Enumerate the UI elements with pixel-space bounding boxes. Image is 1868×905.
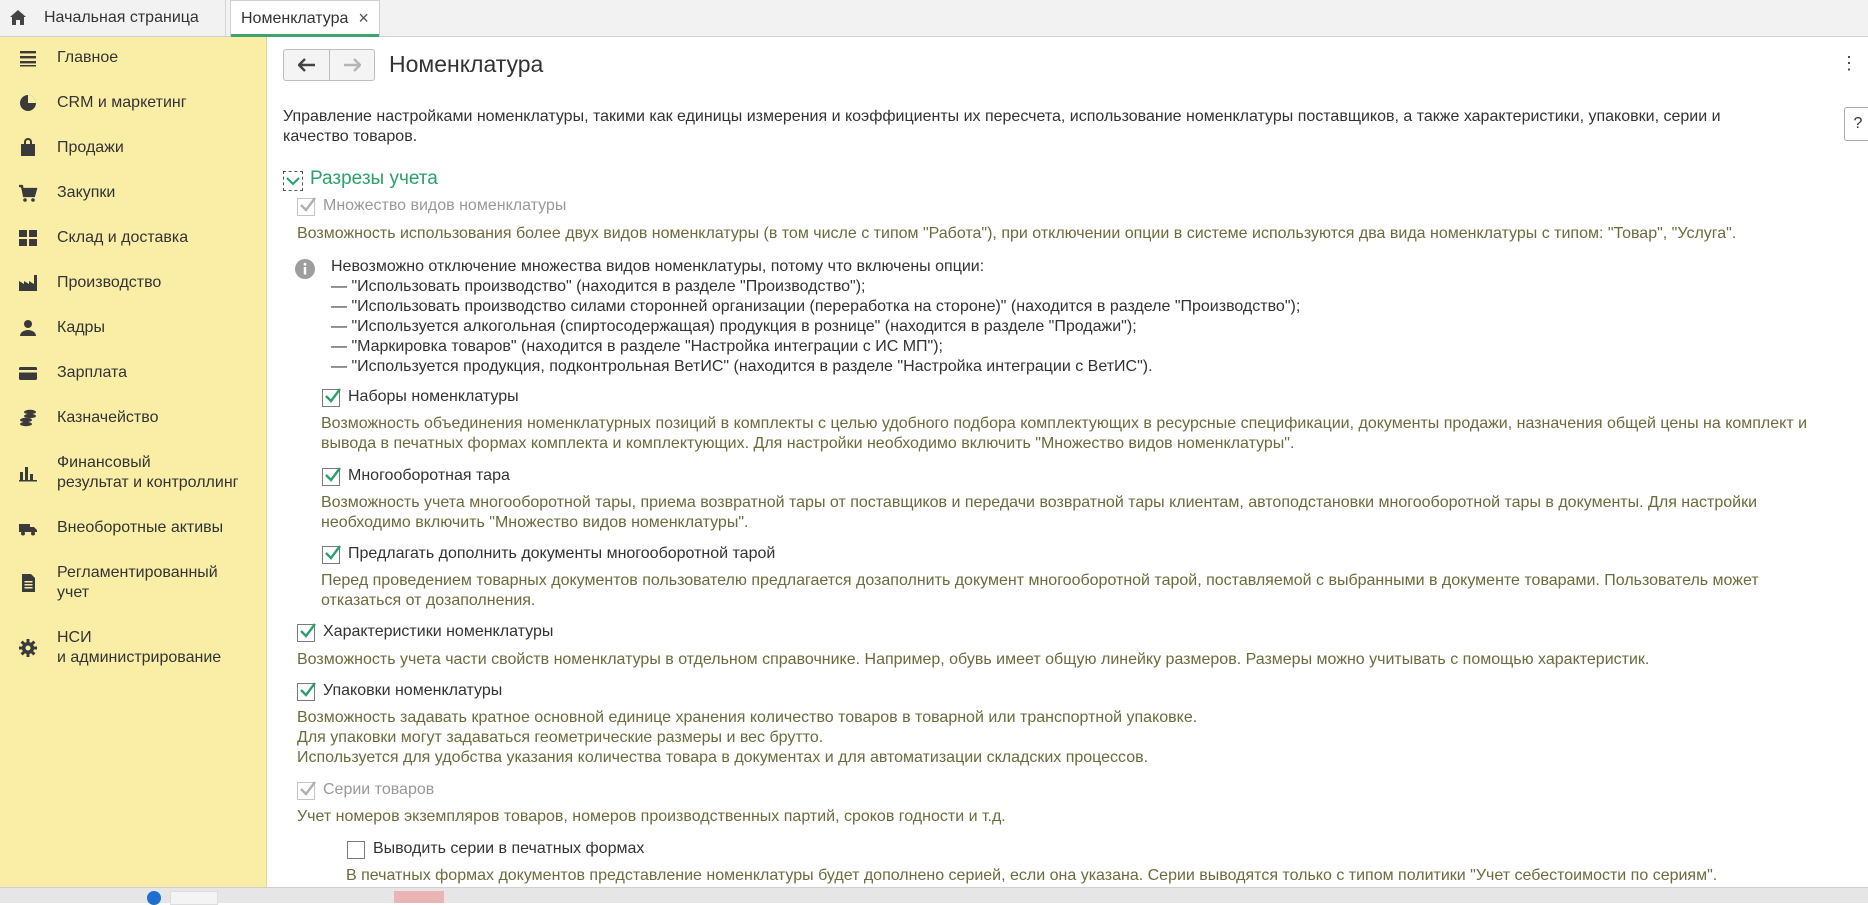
section-collapse-toggle[interactable] [283, 171, 303, 191]
check-icon [299, 681, 317, 699]
sidebar-item-treasury[interactable] [0, 408, 266, 438]
chevron-down-icon [284, 172, 302, 190]
more-actions-icon[interactable]: ⋮ [1840, 53, 1858, 73]
tab-nomenclature-label: Номенклатура [241, 9, 349, 27]
sidebar-item-label: Закупки [57, 184, 116, 201]
sidebar-item-warehouse[interactable] [0, 228, 266, 258]
packaging-label: Упаковки номенклатуры [323, 682, 503, 699]
history-nav [283, 49, 375, 81]
print-series-label: Выводить серии в печатных формах [373, 840, 645, 857]
arrow-left-icon [298, 58, 316, 72]
sidebar-item-label: Главное [57, 49, 119, 66]
shopping-bag-icon [18, 138, 38, 158]
tab-home[interactable] [0, 0, 226, 36]
suggest-returnable-desc: Перед проведением товарных документов пользователю предлагается дозаполнить документ многооборотной тарой, поставляемой с выбранными в документе товарами. Пользователь может отказаться от дозаполнения. [321, 572, 1759, 609]
sidebar-item-crm[interactable] [0, 93, 266, 123]
tab-home-label: Начальная страница [44, 9, 199, 26]
taskbar-item[interactable] [394, 891, 444, 903]
check-icon [299, 622, 317, 640]
sidebar-item-label: Регламентированный учет [57, 564, 218, 601]
truck-icon [18, 518, 38, 538]
bar-chart-icon [18, 463, 38, 483]
sidebar-item-regulated-accounting[interactable] [0, 563, 266, 613]
coins-icon [18, 408, 38, 428]
arrow-right-icon [343, 58, 361, 72]
print-series-desc: В печатных формах документов представление номенклатуры будет дополнено серией, если она указана. Серии выводятся только с типом политики "Учет себестоимости по сериям". [346, 867, 1718, 884]
sidebar-item-main[interactable] [0, 48, 266, 78]
packaging-checkbox[interactable] [297, 683, 315, 701]
print-series-checkbox[interactable] [347, 841, 365, 859]
forward-button[interactable] [329, 50, 374, 80]
close-icon[interactable]: × [358, 8, 369, 28]
sidebar-item-label: Кадры [57, 319, 105, 336]
sidebar-item-label: Казначейство [57, 409, 159, 426]
section-title[interactable]: Разрезы учета [310, 168, 438, 189]
back-button[interactable] [284, 50, 329, 80]
multi-kinds-desc: Возможность использования более двух видов номенклатуры (в том числе с типом "Работа"), при отключении опции в системе используются два вида номенклатуры с типом: "Товар", "Услуга". [297, 225, 1737, 242]
cart-icon [18, 183, 38, 203]
kits-desc: Возможность объединения номенклатурных позиций в комплекты с целью удобного подбора комплектующих в ресурсные спецификации, документы продажи, назначения общей цены на комплект и вывода в печатных формах комплекта и комплектующих. Для настройки необходимо включить "Множество видов номенклатуры". [321, 415, 1808, 452]
check-icon [324, 544, 342, 562]
warehouse-grid-icon [18, 228, 38, 248]
sidebar-item-label: CRM и маркетинг [57, 94, 187, 111]
sidebar-item-label: Склад и доставка [57, 229, 189, 246]
sidebar-item-sales[interactable] [0, 138, 266, 168]
sidebar-item-label: Производство [57, 274, 162, 291]
person-icon [18, 318, 38, 338]
suggest-returnable-label: Предлагать дополнить документы многооборотной тарой [348, 545, 776, 562]
status-dot-icon [147, 891, 161, 905]
main-content [267, 37, 1868, 887]
returnable-checkbox[interactable] [322, 468, 340, 486]
sidebar-item-label: НСИ и администрирование [57, 629, 222, 666]
suggest-returnable-checkbox[interactable] [322, 546, 340, 564]
characteristics-desc: Возможность учета части свойств номенклатуры в отдельном справочнике. Например, обувь имеет общую линейку размеров. Размеры можно учитывать с помощью характеристик. [297, 651, 1650, 668]
tab-bar [0, 0, 1868, 37]
page-title: Номенклатура [389, 51, 544, 77]
kits-label: Наборы номенклатуры [348, 388, 519, 405]
sidebar-item-label: Внеоборотные активы [57, 519, 224, 536]
sidebar-item-production[interactable] [0, 273, 266, 303]
check-icon [299, 780, 317, 798]
returnable-desc: Возможность учета многооборотной тары, приема возвратной тары от поставщиков и передачи возвратной тары клиентам, автоподстановки многооборотной тары в документы. Для настройки необходимо включить "Множество видов номенклатуры". [321, 494, 1758, 531]
returnable-label: Многооборотная тара [348, 467, 510, 484]
check-icon [324, 387, 342, 405]
series-desc: Учет номеров экземпляров товаров, номеров производственных партий, сроков годности и т.д. [297, 808, 1006, 825]
multi-kinds-label: Множество видов номенклатуры [323, 197, 567, 214]
sidebar-item-salary[interactable] [0, 363, 266, 393]
tab-nomenclature[interactable] [230, 0, 380, 36]
check-icon [299, 196, 317, 214]
series-checkbox[interactable] [297, 782, 315, 800]
packaging-desc: Возможность задавать кратное основной единице хранения количество товаров в товарной или транспортной упаковке. Для упаковки могут задаваться геометрические размеры и вес брутто. Используется для удобства указания количества товара в документах и для автоматизации складских процессов. [297, 709, 1198, 766]
document-icon [18, 573, 38, 593]
factory-icon [18, 273, 38, 293]
sidebar-item-financial-result[interactable] [0, 453, 266, 503]
home-icon [8, 8, 28, 28]
info-message: Невозможно отключение множества видов номенклатуры, потому что включены опции: — "Использовать производство" (находится в разделе "Производство"); — "Использовать производство силами сторонней организации (переработка на стороне)" (находится в разделе "Производство"); — "Используется алкогольная (спиртосодержащая) продукция в рознице" (находится в разделе "Продажи"); — "Маркировка товаров" (находится в разделе "Настройка интеграции с ИС МП"); — "Используется продукция, подконтрольная ВетИС" (находится в разделе "Настройка интеграции с ВетИС"). [331, 258, 1301, 375]
intro-text: Управление настройками номенклатуры, такими как единицы измерения и коэффициенты их пересчета, использование номенклатуры поставщиков, а также характеристики, упаковки, серии и качество товаров. [283, 108, 1721, 145]
characteristics-checkbox[interactable] [297, 624, 315, 642]
multi-kinds-checkbox[interactable] [297, 198, 315, 216]
sidebar [0, 37, 267, 887]
taskbar-item[interactable] [170, 891, 218, 905]
sidebar-item-fixed-assets[interactable] [0, 518, 266, 548]
taskbar-strip [0, 887, 1868, 903]
kits-checkbox[interactable] [322, 389, 340, 407]
gear-icon [18, 638, 38, 658]
sidebar-item-label: Продажи [57, 139, 124, 156]
info-icon [294, 258, 316, 280]
sidebar-item-admin[interactable] [0, 628, 266, 678]
sidebar-item-purchases[interactable] [0, 183, 266, 213]
menu-lines-icon [18, 48, 38, 68]
sidebar-item-label: Финансовый результат и контроллинг [57, 454, 239, 491]
check-icon [324, 466, 342, 484]
sidebar-item-label: Зарплата [57, 364, 128, 381]
pie-chart-icon [18, 93, 38, 113]
help-button[interactable]: ? [1844, 107, 1868, 141]
characteristics-label: Характеристики номенклатуры [323, 623, 554, 640]
series-label: Серии товаров [323, 781, 435, 798]
sidebar-item-hr[interactable] [0, 318, 266, 348]
wallet-icon [18, 363, 38, 383]
